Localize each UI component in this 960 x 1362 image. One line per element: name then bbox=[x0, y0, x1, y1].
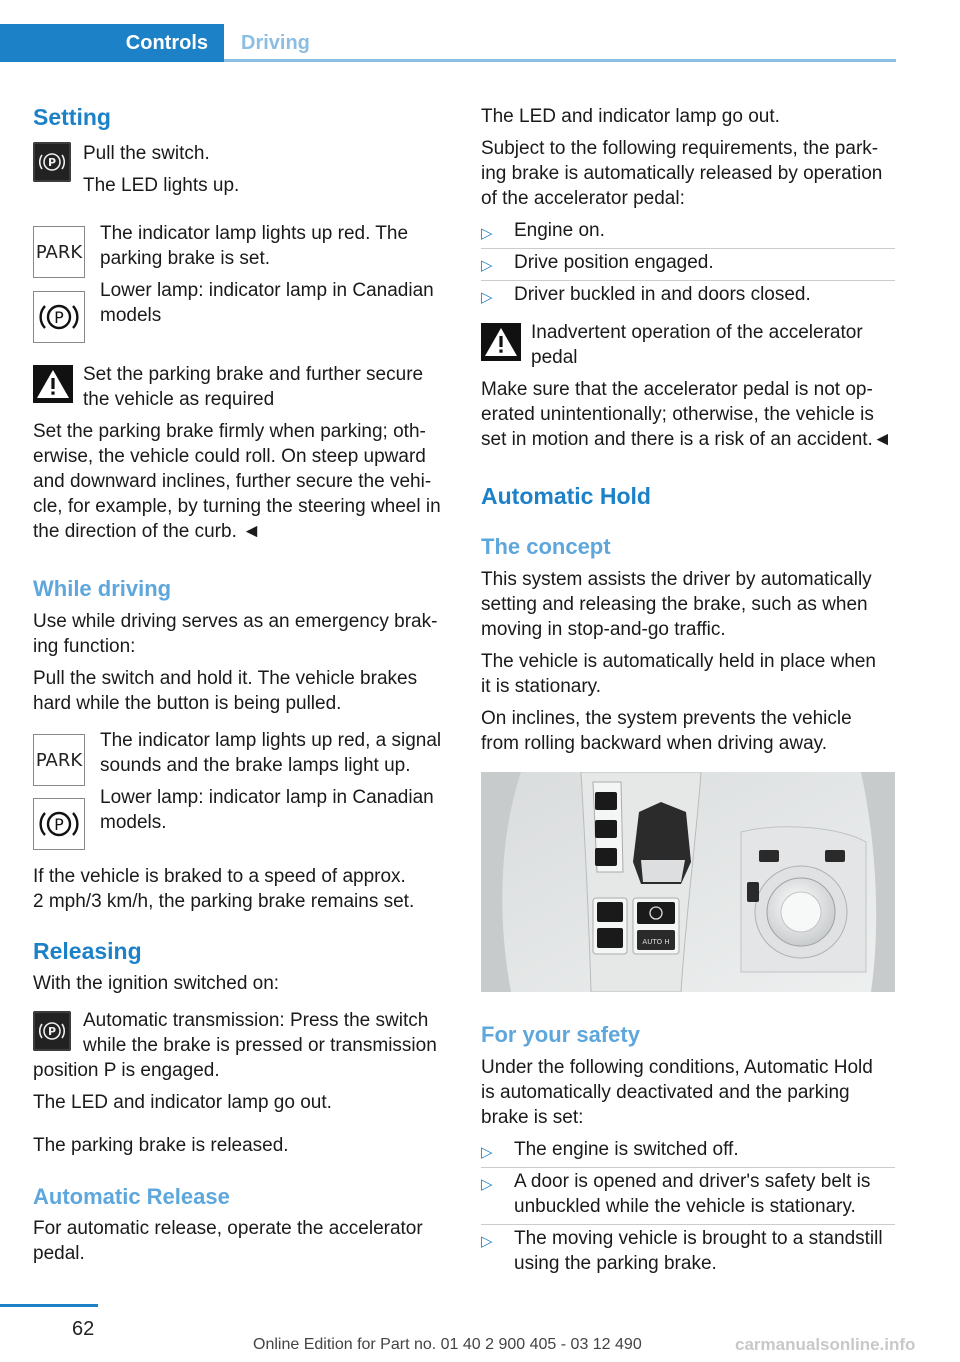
center-console-photo bbox=[481, 772, 895, 992]
warning-1-title-b: the vehicle as required bbox=[83, 389, 275, 410]
bullet-icon: ▷ bbox=[481, 1144, 493, 1161]
safety-body-2: brake is set: bbox=[481, 1107, 584, 1128]
releasing-heading: Releasing bbox=[33, 938, 142, 964]
concept-body-1c: moving in stop-and-go traffic. bbox=[481, 619, 726, 640]
indicator-text-1b: parking brake is set. bbox=[100, 248, 271, 269]
list-divider bbox=[481, 280, 895, 281]
driving-body-2a: Pull the switch and hold it. The vehicle brakes bbox=[33, 668, 418, 689]
bullet-icon: ▷ bbox=[481, 225, 493, 242]
warning-1-body-3: cle, for example, by turning the steering wheel in bbox=[33, 496, 441, 517]
indicator-text-2b: sounds and the brake lamps light up. bbox=[100, 755, 411, 776]
req-item-1: Drive position engaged. bbox=[514, 252, 714, 273]
warning-1-body-4: the direction of the curb. ◄ bbox=[33, 521, 261, 542]
safety-item-0: The engine is switched off. bbox=[514, 1139, 739, 1160]
lower-lamp-2b: models. bbox=[100, 812, 167, 833]
safety-item-1b: unbuckled while the vehicle is stationary. bbox=[514, 1196, 856, 1217]
auto-release-body-b: pedal. bbox=[33, 1243, 85, 1264]
concept-body-1a: This system assists the driver by automatically bbox=[481, 569, 872, 590]
safety-heading: For your safety bbox=[481, 1022, 640, 1047]
list-divider bbox=[481, 1224, 895, 1225]
watermark-text: carmanualsonline.info bbox=[735, 1335, 916, 1354]
auto-hold-button-label: AUTO H bbox=[642, 938, 670, 946]
setting-heading: Setting bbox=[33, 104, 111, 130]
concept-body-3b: from rolling backward when driving away. bbox=[481, 733, 828, 754]
bullet-icon: ▷ bbox=[481, 1233, 493, 1250]
setting-line-1: Pull the switch. bbox=[83, 143, 210, 164]
park-indicator-icon bbox=[33, 226, 85, 278]
brake-p-indicator-icon-2 bbox=[33, 798, 85, 850]
svg-text:P: P bbox=[47, 1025, 57, 1038]
svg-text:P: P bbox=[54, 308, 64, 327]
automatic-release-heading: Automatic Release bbox=[33, 1184, 230, 1209]
tab-controls-label: Controls bbox=[125, 31, 208, 54]
tab-controls[interactable] bbox=[0, 24, 224, 62]
right-top-body-0: Subject to the following requirements, the park‐ bbox=[481, 138, 879, 159]
driving-body-1b: ing function: bbox=[33, 636, 136, 657]
parking-brake-switch-icon-2 bbox=[33, 1011, 71, 1051]
concept-body-2b: it is stationary. bbox=[481, 676, 602, 697]
warning-2-body-1: erated unintentionally; otherwise, the vehicle is bbox=[481, 404, 874, 425]
right-top-line: The LED and indicator lamp go out. bbox=[481, 106, 780, 127]
automatic-hold-heading: Automatic Hold bbox=[481, 483, 651, 509]
tab-driving-label: Driving bbox=[241, 31, 310, 54]
releasing-line-2a: Automatic transmission: Press the switch bbox=[83, 1010, 429, 1031]
safety-item-2a: The moving vehicle is brought to a standstill bbox=[514, 1228, 883, 1249]
warning-1-title-a: Set the parking brake and further secure bbox=[83, 364, 424, 385]
concept-heading: The concept bbox=[481, 534, 611, 559]
safety-item-1a: A door is opened and driver's safety belt is bbox=[514, 1171, 871, 1192]
warning-icon bbox=[33, 365, 73, 403]
bullet-icon: ▷ bbox=[481, 257, 493, 274]
svg-text:P: P bbox=[54, 815, 64, 834]
while-driving-heading: While driving bbox=[33, 576, 172, 601]
right-top-body-2: of the accelerator pedal: bbox=[481, 188, 685, 209]
safety-item-2b: using the parking brake. bbox=[514, 1253, 717, 1274]
indicator-text-2a: The indicator lamp lights up red, a signal bbox=[100, 730, 442, 751]
braked-body-a: If the vehicle is braked to a speed of approx. bbox=[33, 866, 406, 887]
warning-2-body-2: set in motion and there is a risk of an accident.◄ bbox=[481, 429, 892, 450]
concept-body-3a: On inclines, the system prevents the vehicle bbox=[481, 708, 852, 729]
header-rule bbox=[224, 59, 896, 62]
indicator-text-1a: The indicator lamp lights up red. The bbox=[100, 223, 409, 244]
braked-body-b: 2 mph/3 km/h, the parking brake remains set. bbox=[33, 891, 415, 912]
req-item-0: Engine on. bbox=[514, 220, 605, 241]
bullet-icon: ▷ bbox=[481, 1176, 493, 1193]
safety-body-0: Under the following conditions, Automatic Hold bbox=[481, 1057, 873, 1078]
warning-1-body-0: Set the parking brake firmly when parking; oth‐ bbox=[33, 421, 426, 442]
footer-rule bbox=[0, 1304, 98, 1307]
warning-2-title-b: pedal bbox=[531, 347, 578, 368]
right-top-body-1: ing brake is automatically released by operation bbox=[481, 163, 883, 184]
warning-2-title-a: Inadvertent operation of the accelerator bbox=[531, 322, 863, 343]
req-item-2: Driver buckled in and doors closed. bbox=[514, 284, 811, 305]
list-divider bbox=[481, 248, 895, 249]
releasing-line-3: The LED and indicator lamp go out. bbox=[33, 1092, 332, 1113]
setting-line-2: The LED lights up. bbox=[83, 175, 240, 196]
warning-1-body-2: and downward inclines, further secure the vehi‐ bbox=[33, 471, 432, 492]
concept-body-2a: The vehicle is automatically held in place when bbox=[481, 651, 876, 672]
warning-icon-2 bbox=[481, 323, 521, 361]
tab-driving[interactable] bbox=[224, 24, 310, 62]
lower-lamp-2a: Lower lamp: indicator lamp in Canadian bbox=[100, 787, 434, 808]
lower-lamp-1b: models bbox=[100, 305, 162, 326]
parking-brake-switch-icon bbox=[33, 142, 71, 182]
park-icon-text: PARK bbox=[35, 241, 83, 263]
bullet-icon: ▷ bbox=[481, 289, 493, 306]
svg-text:P: P bbox=[47, 156, 57, 169]
brake-p-indicator-icon bbox=[33, 291, 85, 343]
page-number: 62 bbox=[72, 1318, 95, 1340]
lower-lamp-1a: Lower lamp: indicator lamp in Canadian bbox=[100, 280, 434, 301]
park-icon-text-2: PARK bbox=[35, 749, 83, 771]
driving-body-1a: Use while driving serves as an emergency brak‐ bbox=[33, 611, 438, 632]
park-indicator-icon-2 bbox=[33, 734, 85, 786]
safety-body-1: is automatically deactivated and the parking bbox=[481, 1082, 850, 1103]
warning-2-body-0: Make sure that the accelerator pedal is not op‐ bbox=[481, 379, 873, 400]
releasing-line-4: The parking brake is released. bbox=[33, 1135, 289, 1156]
releasing-line-2b: while the brake is pressed or transmission bbox=[83, 1035, 437, 1056]
warning-1-body-1: erwise, the vehicle could roll. On steep upward bbox=[33, 446, 426, 467]
releasing-line-1: With the ignition switched on: bbox=[33, 973, 280, 994]
concept-body-1b: setting and releasing the brake, such as when bbox=[481, 594, 868, 615]
releasing-line-2c: position P is engaged. bbox=[33, 1060, 220, 1081]
edition-text: Online Edition for Part no. 01 40 2 900 405 - 03 12 490 bbox=[253, 1336, 642, 1353]
list-divider bbox=[481, 1167, 895, 1168]
auto-release-body-a: For automatic release, operate the accelerator bbox=[33, 1218, 423, 1239]
driving-body-2b: hard while the button is being pulled. bbox=[33, 693, 342, 714]
